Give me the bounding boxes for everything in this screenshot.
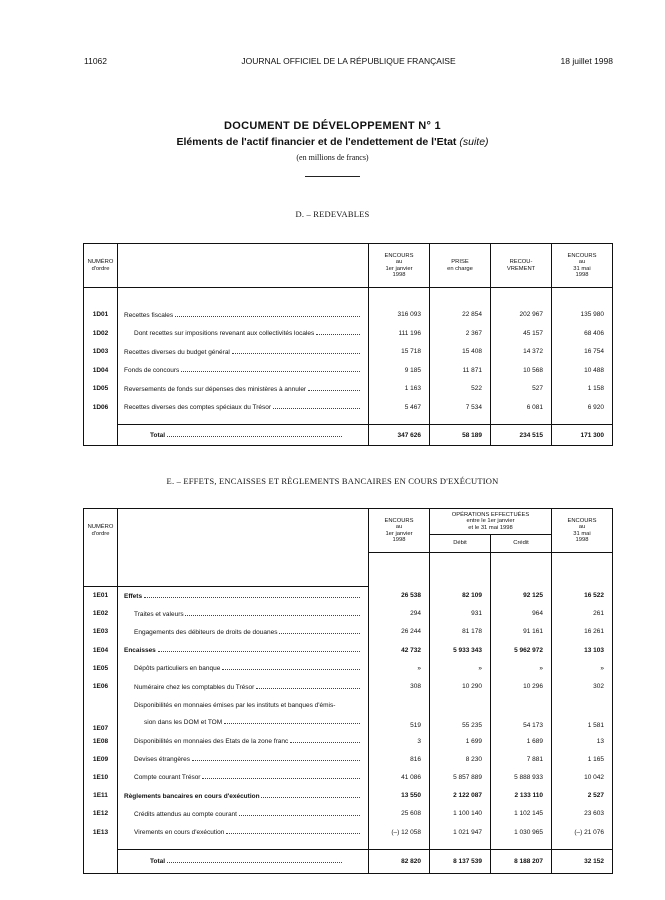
row-label: Dépôts particuliers en banque <box>134 665 221 673</box>
leader-dots <box>158 646 361 652</box>
row-code: 1D05 <box>84 380 118 399</box>
row-label: Dont recettes sur impositions revenant aux collectivités locales <box>134 330 315 338</box>
row-value: 2 133 110 <box>491 787 552 805</box>
table-effets-encaisses <box>83 508 613 874</box>
row-value: 111 196 <box>369 324 430 343</box>
row-value: 5 857 889 <box>430 768 491 786</box>
total-value: 171 300 <box>552 425 613 446</box>
row-value: 816 <box>369 750 430 768</box>
table-row <box>84 805 613 823</box>
total-value: 82 820 <box>369 849 430 873</box>
row-value: 82 109 <box>430 587 491 605</box>
table-header-row <box>84 244 613 288</box>
row-value: 316 093 <box>369 306 430 325</box>
row-value: 135 980 <box>552 306 613 325</box>
row-value: 6 920 <box>552 398 613 417</box>
total-value: 32 152 <box>552 849 613 873</box>
leader-dots <box>256 683 360 689</box>
row-value: 7 534 <box>430 398 491 417</box>
row-label: Règlements bancaires en cours d'exécution <box>124 792 260 800</box>
row-value: 68 406 <box>552 324 613 343</box>
row-code: 1E12 <box>84 805 118 823</box>
total-value: 234 515 <box>491 425 552 446</box>
row-value: 1 165 <box>552 750 613 768</box>
table-row <box>84 641 613 659</box>
row-value: » <box>552 659 613 677</box>
row-value: 10 568 <box>491 361 552 380</box>
row-value: 302 <box>552 677 613 695</box>
row-code: 1E03 <box>84 623 118 641</box>
total-row <box>84 849 613 873</box>
row-value: 3 <box>369 732 430 750</box>
header-credit: Crédit <box>491 535 552 553</box>
row-value: 5 467 <box>369 398 430 417</box>
row-value: 519 <box>369 696 430 732</box>
header-numero: NUMÉRO d'ordre <box>84 244 118 288</box>
table-row <box>84 696 613 732</box>
row-value: 10 042 <box>552 768 613 786</box>
row-value: 25 608 <box>369 805 430 823</box>
row-code: 1D01 <box>84 306 118 325</box>
row-value: 42 732 <box>369 641 430 659</box>
table-row <box>84 787 613 805</box>
row-value: 16 754 <box>552 343 613 362</box>
row-value: 1 030 965 <box>491 823 552 841</box>
row-value: 13 550 <box>369 787 430 805</box>
row-value: 7 881 <box>491 750 552 768</box>
row-label: Encaisses <box>124 647 156 655</box>
leader-dots <box>239 810 361 816</box>
row-value: 10 296 <box>491 677 552 695</box>
row-value: » <box>430 659 491 677</box>
table-row <box>84 659 613 677</box>
leader-dots <box>232 348 361 354</box>
row-value: 2 122 087 <box>430 787 491 805</box>
row-value: 22 854 <box>430 306 491 325</box>
total-value: 347 626 <box>369 425 430 446</box>
row-code: 1D03 <box>84 343 118 362</box>
row-value: 92 125 <box>491 587 552 605</box>
row-value: 5 933 343 <box>430 641 491 659</box>
row-value: 527 <box>491 380 552 399</box>
section-e-title: E. – EFFETS, ENCAISSES ET RÈGLEMENTS BANCAIRES EN COURS D'EXÉCUTION <box>166 476 499 486</box>
row-label: Fonds de concours <box>124 367 180 375</box>
leader-dots <box>181 366 360 372</box>
row-value: 26 244 <box>369 623 430 641</box>
row-value: 26 538 <box>369 587 430 605</box>
table-row <box>84 398 613 417</box>
page-number: 11062 <box>84 56 108 66</box>
leader-dots <box>316 329 360 335</box>
row-value: (–) 21 076 <box>552 823 613 841</box>
row-value: 1 100 140 <box>430 805 491 823</box>
row-value: 14 372 <box>491 343 552 362</box>
table-row <box>84 306 613 325</box>
table-row <box>84 732 613 750</box>
row-code: 1E13 <box>84 823 118 841</box>
document-subtitle: Eléments de l'actif financier et de l'endettement de l'Etat (suite) <box>176 136 489 148</box>
row-label: Traites et valeurs <box>134 610 184 618</box>
row-label: Numéraire chez les comptables du Trésor <box>134 683 255 691</box>
table-row <box>84 361 613 380</box>
row-label: Recettes diverses du budget général <box>124 348 230 356</box>
row-value: 294 <box>369 605 430 623</box>
row-value: » <box>369 659 430 677</box>
row-code: 1E09 <box>84 750 118 768</box>
row-label: Disponibilités en monnaies des Etats de la zone franc <box>134 738 289 746</box>
row-value: 13 103 <box>552 641 613 659</box>
row-code: 1E10 <box>84 768 118 786</box>
row-value: 1 689 <box>491 732 552 750</box>
row-label-continued: sion dans les DOM et TOM <box>144 718 223 726</box>
row-value: 11 871 <box>430 361 491 380</box>
table-row <box>84 623 613 641</box>
leader-dots <box>222 664 360 670</box>
row-label: Reversements de fonds sur dépenses des ministères à annuler <box>124 385 307 393</box>
section-d-title: D. – REDEVABLES <box>295 209 370 219</box>
row-label: Disponibilités en monnaies émises par les instituts et banques d'émis- <box>134 701 336 709</box>
row-value: 6 081 <box>491 398 552 417</box>
header-operations: OPÉRATIONS EFFECTUÉES entre le 1er janvier et le 31 mai 1998 <box>430 509 552 535</box>
row-value: 1 021 947 <box>430 823 491 841</box>
row-value: 45 157 <box>491 324 552 343</box>
row-label: Compte courant Trésor <box>134 774 201 782</box>
table-row <box>84 380 613 399</box>
row-value: (–) 12 058 <box>369 823 430 841</box>
row-value: 9 185 <box>369 361 430 380</box>
row-label: Crédits attendus au compte courant <box>134 810 237 818</box>
row-value: » <box>491 659 552 677</box>
row-label: Recettes diverses des comptes spéciaux du Trésor <box>124 404 272 412</box>
leader-dots <box>279 628 360 634</box>
row-value: 931 <box>430 605 491 623</box>
header-recouvrement: RECOU- VREMENT <box>491 244 552 288</box>
row-value: 55 235 <box>430 696 491 732</box>
row-label: Virements en cours d'exécution <box>134 829 225 837</box>
leader-dots <box>192 755 361 761</box>
row-value: 1 581 <box>552 696 613 732</box>
row-value: 308 <box>369 677 430 695</box>
header-encours-janvier: ENCOURS au 1er janvier 1998 <box>369 244 430 288</box>
row-code: 1E11 <box>84 787 118 805</box>
row-value: 5 962 972 <box>491 641 552 659</box>
unit-note: (en millions de francs) <box>296 153 369 162</box>
row-value: 5 888 933 <box>491 768 552 786</box>
row-code: 1D04 <box>84 361 118 380</box>
header-debit: Débit <box>430 535 491 553</box>
row-value: 1 699 <box>430 732 491 750</box>
table-row <box>84 343 613 362</box>
row-label: Recettes fiscales <box>124 311 174 319</box>
total-value: 58 189 <box>430 425 491 446</box>
row-value: 1 163 <box>369 380 430 399</box>
total-row <box>84 425 613 446</box>
row-value: 15 408 <box>430 343 491 362</box>
total-label: Total <box>150 432 166 439</box>
row-value: 261 <box>552 605 613 623</box>
table-row <box>84 823 613 841</box>
table-row <box>84 324 613 343</box>
table-row <box>84 677 613 695</box>
row-value: 41 086 <box>369 768 430 786</box>
total-value: 8 188 207 <box>491 849 552 873</box>
row-label: Effets <box>124 592 143 600</box>
row-value: 54 173 <box>491 696 552 732</box>
row-code: 1E08 <box>84 732 118 750</box>
header-numero: NUMÉRO d'ordre <box>84 509 118 553</box>
table-row <box>84 605 613 623</box>
row-value: 16 522 <box>552 587 613 605</box>
leader-dots <box>175 311 360 317</box>
row-value: 1 102 145 <box>491 805 552 823</box>
leader-dots <box>224 718 360 724</box>
leader-dots <box>261 792 360 798</box>
row-code: 1E02 <box>84 605 118 623</box>
row-value: 81 178 <box>430 623 491 641</box>
row-value: 964 <box>491 605 552 623</box>
row-value: 202 967 <box>491 306 552 325</box>
row-value: 10 290 <box>430 677 491 695</box>
row-value: 1 158 <box>552 380 613 399</box>
row-code: 1D06 <box>84 398 118 417</box>
row-value: 16 261 <box>552 623 613 641</box>
leader-dots <box>308 385 360 391</box>
document-title: DOCUMENT DE DÉVELOPPEMENT N° 1 <box>224 120 441 132</box>
header-encours-mai: ENCOURS au 31 mai 1998 <box>552 509 613 553</box>
row-value: 2 367 <box>430 324 491 343</box>
header-encours-janvier: ENCOURS au 1er janvier 1998 <box>369 509 430 553</box>
row-code: 1E07 <box>84 696 118 732</box>
table-redevables <box>83 243 613 446</box>
row-code: 1E05 <box>84 659 118 677</box>
page-header <box>84 56 613 70</box>
row-value: 91 161 <box>491 623 552 641</box>
publication-date: 18 juillet 1998 <box>560 56 613 66</box>
leader-dots <box>144 592 360 598</box>
row-code: 1E04 <box>84 641 118 659</box>
row-value: 2 527 <box>552 787 613 805</box>
title-rule <box>305 176 360 177</box>
total-label: Total <box>150 858 166 866</box>
table-row <box>84 587 613 605</box>
table-header-row <box>84 509 613 535</box>
journal-title: JOURNAL OFFICIEL DE LA RÉPUBLIQUE FRANÇAISE <box>241 56 456 66</box>
row-value: 13 <box>552 732 613 750</box>
row-label: Engagements des débiteurs de droits de douanes <box>134 628 278 636</box>
row-code: 1D02 <box>84 324 118 343</box>
row-value: 15 718 <box>369 343 430 362</box>
row-code: 1E01 <box>84 587 118 605</box>
leader-dots <box>273 403 360 409</box>
total-value: 8 137 539 <box>430 849 491 873</box>
leader-dots <box>226 828 360 834</box>
row-value: 10 488 <box>552 361 613 380</box>
header-prise-en-charge: PRISE en charge <box>430 244 491 288</box>
row-value: 522 <box>430 380 491 399</box>
table-row <box>84 768 613 786</box>
row-label: Devises étrangères <box>134 756 190 764</box>
leader-dots <box>185 610 360 616</box>
table-row <box>84 750 613 768</box>
header-encours-mai: ENCOURS au 31 mai 1998 <box>552 244 613 288</box>
row-value: 23 603 <box>552 805 613 823</box>
row-value: 8 230 <box>430 750 491 768</box>
row-code: 1E06 <box>84 677 118 695</box>
leader-dots <box>290 737 360 743</box>
leader-dots <box>202 773 360 779</box>
